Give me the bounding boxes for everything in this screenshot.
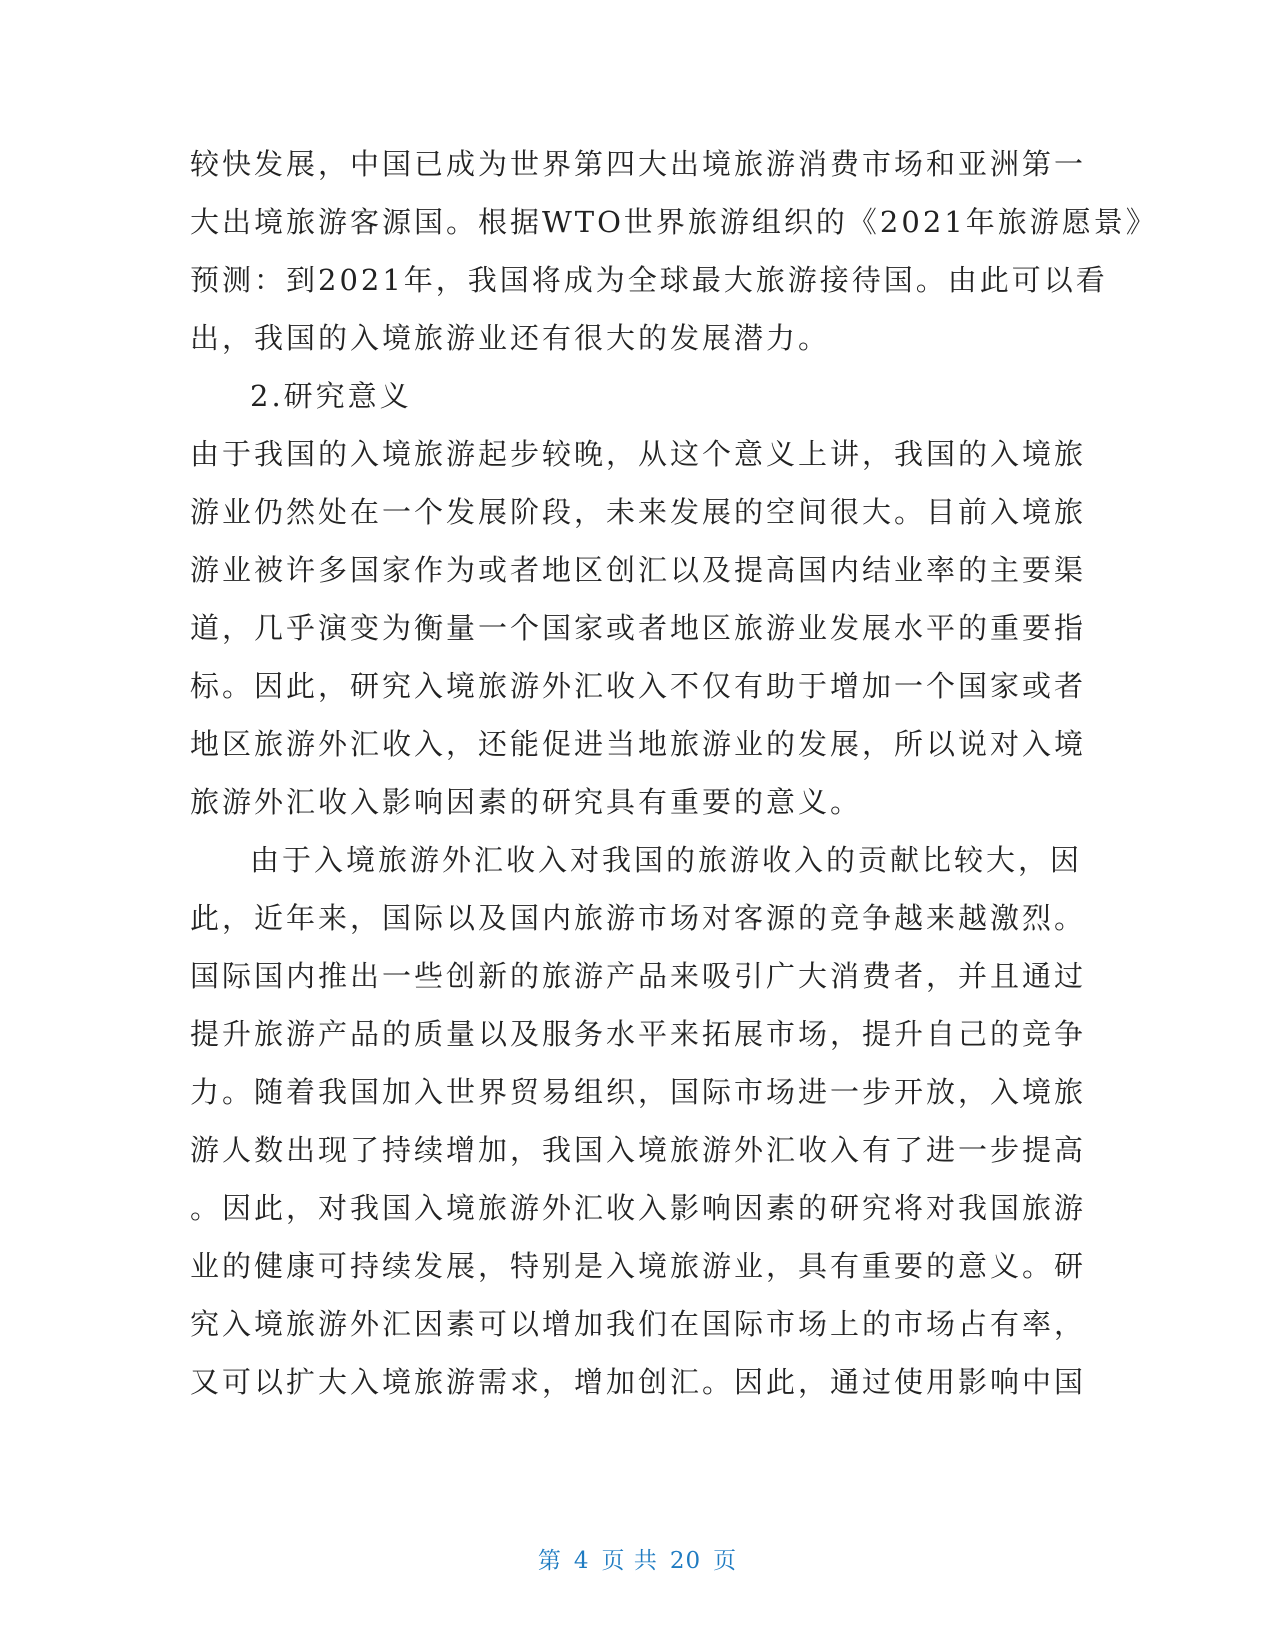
- paragraph-line: 道，几乎演变为衡量一个国家或者地区旅游业发展水平的重要指: [190, 611, 1087, 645]
- paragraph-line: 业的健康可持续发展，特别是入境旅游业，具有重要的意义。研: [190, 1249, 1087, 1283]
- paragraph-line: 力。随着我国加入世界贸易组织，国际市场进一步开放，入境旅: [190, 1075, 1087, 1109]
- footer-prefix: 第: [537, 1548, 562, 1574]
- paragraph-line: 究入境旅游外汇因素可以增加我们在国际市场上的市场占有率，: [190, 1307, 1087, 1341]
- paragraph-line: 游业被许多国家作为或者地区创汇以及提高国内结业率的主要渠: [190, 553, 1087, 587]
- paragraph-line: 由于入境旅游外汇收入对我国的旅游收入的贡献比较大，因: [250, 843, 1083, 877]
- paragraph-line: 大出境旅游客源国。根据WTO世界旅游组织的《2021年旅游愿景》: [190, 205, 1158, 239]
- section-heading: 2.研究意义: [250, 379, 412, 413]
- paragraph-line: 。因此，对我国入境旅游外汇收入影响因素的研究将对我国旅游: [190, 1191, 1087, 1225]
- paragraph-line: 游业仍然处在一个发展阶段，未来发展的空间很大。目前入境旅: [190, 495, 1087, 529]
- footer-suffix: 页: [713, 1548, 738, 1574]
- paragraph-line: 此，近年来，国际以及国内旅游市场对客源的竞争越来越激烈。: [190, 901, 1087, 935]
- paragraph-line: 又可以扩大入境旅游需求，增加创汇。因此，通过使用影响中国: [190, 1365, 1087, 1399]
- page-footer: [0, 1546, 1275, 1576]
- total-page-count: 20: [669, 1548, 702, 1574]
- paragraph-line: 国际国内推出一些创新的旅游产品来吸引广大消费者，并且通过: [190, 959, 1087, 993]
- paragraph-line: 标。因此，研究入境旅游外汇收入不仅有助于增加一个国家或者: [190, 669, 1087, 703]
- paragraph-line: 预测：到2021年，我国将成为全球最大旅游接待国。由此可以看: [190, 263, 1108, 297]
- paragraph-line: 由于我国的入境旅游起步较晚，从这个意义上讲，我国的入境旅: [190, 437, 1087, 471]
- paragraph-line: 较快发展，中国已成为世界第四大出境旅游消费市场和亚洲第一: [190, 147, 1087, 181]
- footer-middle: 页 共: [601, 1548, 658, 1574]
- paragraph-line: 旅游外汇收入影响因素的研究具有重要的意义。: [190, 785, 863, 819]
- paragraph-line: 游人数出现了持续增加，我国入境旅游外汇收入有了进一步提高: [190, 1133, 1087, 1167]
- paragraph-line: 出，我国的入境旅游业还有很大的发展潜力。: [190, 321, 831, 355]
- current-page-number: 4: [573, 1548, 590, 1574]
- paragraph-line: 地区旅游外汇收入，还能促进当地旅游业的发展，所以说对入境: [190, 727, 1087, 761]
- paragraph-line: 提升旅游产品的质量以及服务水平来拓展市场，提升自己的竞争: [190, 1017, 1087, 1051]
